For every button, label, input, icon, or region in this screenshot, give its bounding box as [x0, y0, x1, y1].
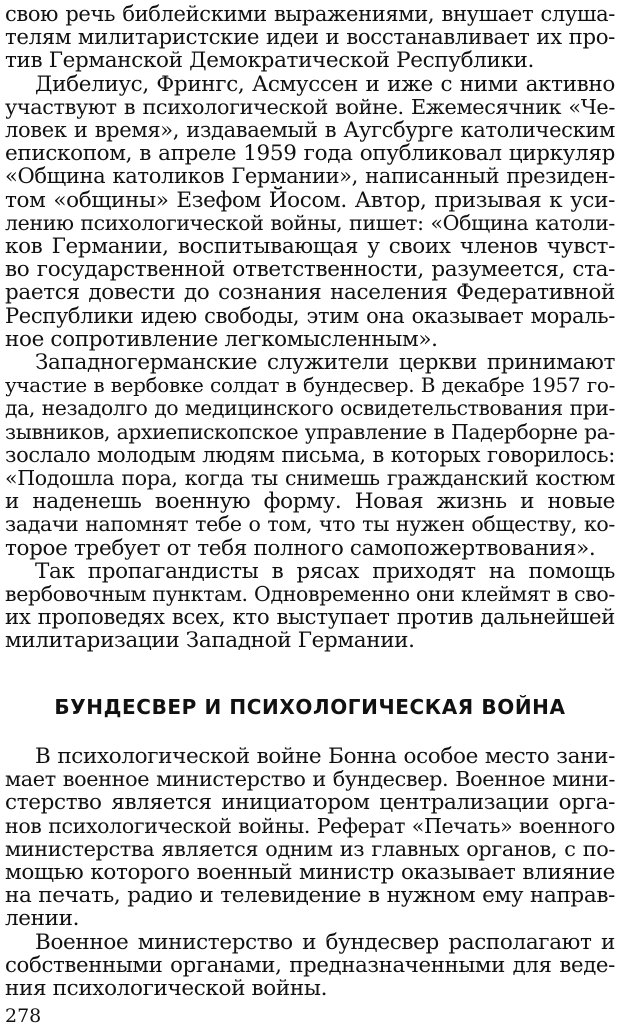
text-line: на печать, радио и телевидение в нужном ему направ-	[5, 883, 615, 909]
text-line: нов психологической войны. Реферат «Печать» военного	[5, 813, 615, 838]
text-line: Военное министерство и бундесвер располагают и	[35, 929, 615, 955]
text-line: Республики идею свободы, этим она оказывает мораль-	[5, 303, 615, 328]
paragraph-4	[5, 560, 615, 653]
text-line: свою речь библейскими выражениями, внушает слуша-	[5, 2, 615, 26]
text-line: участие в вербовке солдат в бундесвер. В декабре 1957 го-	[5, 373, 615, 398]
text-line: да, незадолго до медицинского освидетельствования при-	[5, 396, 615, 421]
text-line: «Подошла пора, когда ты снимешь гражданский костюм	[5, 466, 615, 491]
text-line: ное сопротивление легкомысленным».	[5, 326, 438, 352]
text-line: ловек и время», издаваемый в Аугсбурге католическим	[5, 118, 615, 143]
text-line: стерство является инициатором централизации орга-	[5, 790, 615, 816]
text-line: вербовочным пунктам. Одновременно они клеймят в сво-	[5, 582, 615, 607]
text-line: зослало молодым людям письма, в которых говорилось:	[5, 442, 615, 467]
section-heading: БУНДЕСВЕР И ПСИХОЛОГИЧЕСКАЯ ВОЙНА	[54, 695, 566, 719]
text-line: зывников, архиепископское управление в Падерборне ра-	[5, 419, 615, 444]
text-line: «Община католиков Германии», написанный президен-	[5, 164, 615, 189]
text-line: тив Германской Демократической Республики.	[5, 48, 535, 74]
text-line: ков Германии, воспитывающая у своих членов чувст-	[5, 234, 615, 260]
text-line: В психологической войне Бонна особое место зани-	[35, 744, 615, 769]
text-line: и наденешь военную форму. Новая жизнь и новые	[5, 489, 615, 515]
text-line: торое требует от тебя полного самопожертвования».	[5, 535, 596, 561]
text-line: лении.	[5, 906, 80, 932]
text-line: ния психологической войны.	[5, 976, 328, 1002]
text-line: милитаризации Западной Германии.	[5, 628, 415, 654]
text-line: министерства является одним из главных органов, с по-	[5, 836, 615, 861]
text-line: том «общины» Езефом Йосом. Автор, призывая к уси-	[5, 187, 615, 213]
paragraph-2	[5, 73, 615, 351]
text-line: мает военное министерство и бундесвер. Военное мини-	[5, 767, 615, 792]
text-line: во государственной ответственности, разумеется, ста-	[5, 257, 615, 283]
paragraph-3	[5, 351, 615, 560]
text-column-bottom	[5, 745, 615, 1000]
text-line: телям милитаристские идеи и восстанавливает их про-	[5, 25, 615, 51]
text-line: рается довести до сознания населения Федеративной	[5, 280, 615, 306]
text-line: лению психологической войны, пишет: «Община католи-	[5, 210, 615, 235]
text-column-top	[5, 3, 615, 653]
text-line: задачи напомнят тебе о том, что ты нужен обществу, ко-	[5, 512, 615, 537]
paragraph-1	[5, 3, 615, 73]
text-line: Западногерманские служители церкви принимают	[35, 350, 615, 376]
text-line: епископом, в апреле 1959 года опубликовал циркуляр	[5, 141, 615, 167]
paragraph-5	[5, 745, 615, 931]
text-line: мощью которого военный министр оказывает влияние	[5, 860, 615, 886]
text-line: Так пропагандисты в рясах приходят на помощь	[35, 558, 615, 584]
text-line: Дибелиус, Фрингс, Асмуссен и иже с ними активно	[35, 71, 615, 97]
text-line: их проповедях всех, кто выступает против дальнейшей	[5, 605, 615, 631]
text-line: участвуют в психологической войне. Ежемесячник «Че-	[5, 94, 615, 119]
paragraph-6	[5, 931, 615, 1001]
text-line: собственными органами, предназначенными для веде-	[5, 952, 615, 978]
page-number: 278	[5, 1005, 42, 1027]
